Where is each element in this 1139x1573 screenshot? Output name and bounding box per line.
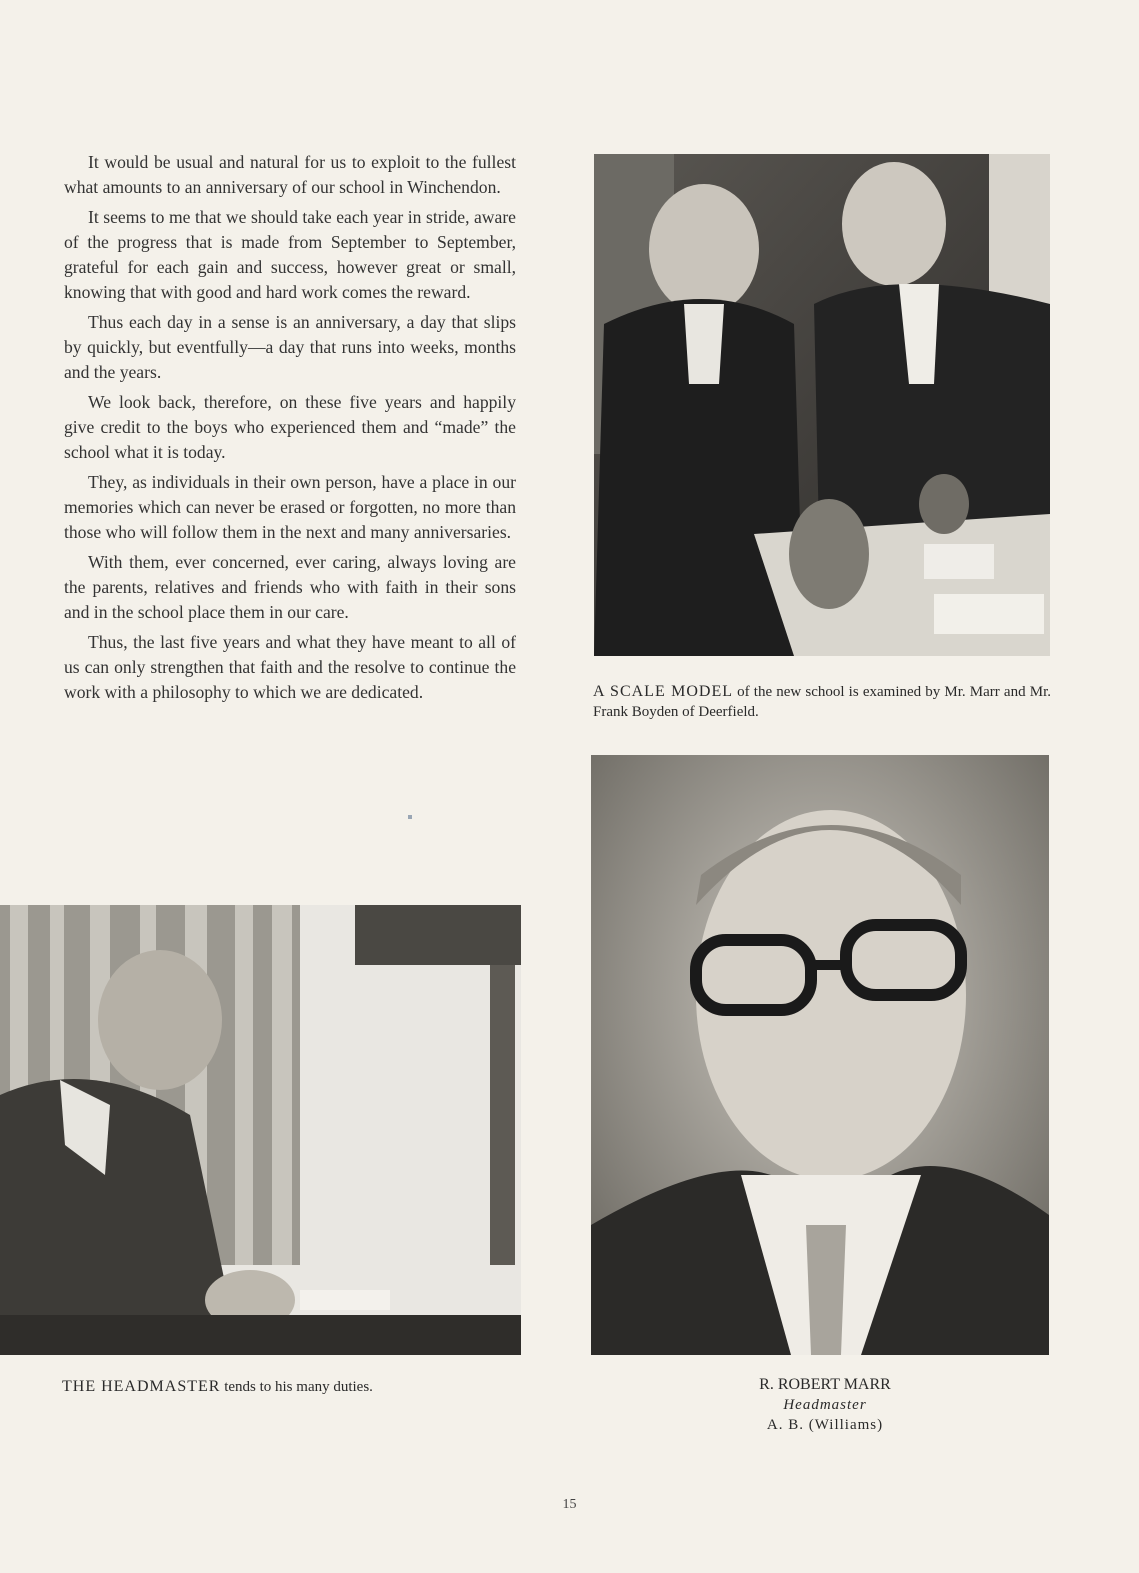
essay-paragraph: They, as individuals in their own person, have a place in our memories which can never be erased or forgotten, no more than those who will follow them in the next and many anniversaries. — [64, 472, 516, 542]
caption-lead: THE HEADMASTER — [62, 1378, 221, 1395]
headmaster-title: Headmaster — [783, 1397, 867, 1413]
headmaster-degree: A. B. (Williams) — [766, 1417, 884, 1433]
essay-paragraph: With them, ever concerned, ever caring, always loving are the parents, relatives and friends who with faith in their sons and in the school place them in our care. — [64, 552, 516, 622]
essay-paragraph: It seems to me that we should take each year in stride, aware of the progress that is made from September to September, grateful for each gain and success, however great or small, knowing that with good and hard work comes the reward. — [64, 207, 516, 302]
essay-text — [64, 150, 516, 710]
scale-model-photo — [594, 154, 1050, 656]
caption-lead: A SCALE MODEL — [593, 683, 734, 700]
print-speck — [408, 815, 412, 819]
headmaster-name: R. ROBERT MARR — [759, 1376, 891, 1393]
headmaster-desk-caption — [62, 1377, 502, 1397]
essay-paragraph: We look back, therefore, on these five years and happily give credit to the boys who experienced them and “made” the school what it is today. — [64, 392, 516, 462]
page-number: 15 — [562, 1497, 577, 1512]
essay-paragraph: Thus each day in a sense is an anniversary, a day that slips by quickly, but eventfully—a day that runs into weeks, months and the years. — [64, 312, 516, 382]
caption-body: tends to his many duties. — [220, 1379, 373, 1395]
headmaster-nameplate — [700, 1375, 950, 1435]
caption-body: of the new school is examined by Mr. Marr and Mr. Frank Boyden of Deerfield. — [593, 684, 1051, 720]
headmaster-portrait-photo — [591, 755, 1049, 1355]
essay-paragraph: Thus, the last five years and what they have meant to all of us can only strengthen that faith and the resolve to continue the work with a philosophy to which we are dedicated. — [64, 632, 516, 702]
essay-paragraph: It would be usual and natural for us to exploit to the fullest what amounts to an anniversary of our school in Winchendon. — [64, 152, 516, 197]
scale-model-caption — [593, 682, 1051, 722]
headmaster-desk-photo — [0, 905, 521, 1355]
